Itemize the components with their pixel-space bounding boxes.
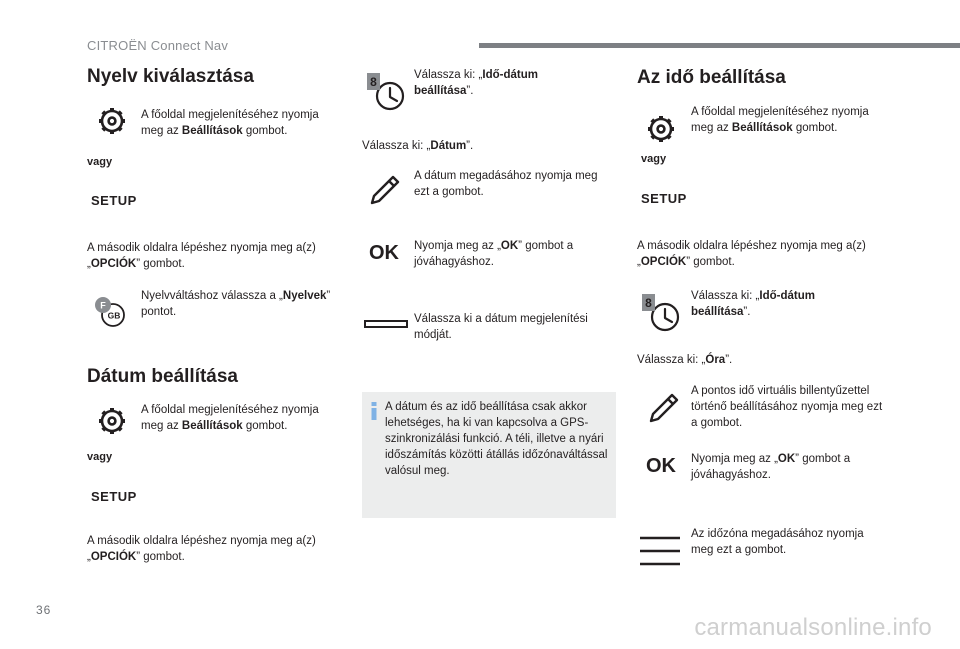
time-edit-text: A pontos idő virtuális billentyűzettel történő beállításához nyomja meg ezt a gombot. [691,385,883,429]
bar-icon [364,320,408,328]
gear-icon [97,106,127,136]
lang-next-text: A második oldalra lépéshez nyomja meg a(z) „OPCIÓK” gombot. [87,242,316,270]
clock-badge-number: 8 [370,75,377,89]
watermark: carmanualsonline.info [694,614,932,641]
heading-language: Nyelv kiválasztása [87,66,254,87]
flag-icon [93,294,127,328]
header-title: CITROËN Connect Nav [87,38,229,53]
page-number: 36 [36,603,52,617]
gear-icon [97,406,127,436]
select-date-text: Válassza ki: „Dátum”. [362,140,474,152]
or-label: vagy [87,156,113,168]
lang-home-text: A főoldal megjelenítéséhez nyomja meg az Beállítások gombot. [141,109,319,137]
flag-gb-letter: GB [107,310,121,321]
flag-f-letter: F [100,300,106,311]
ok-confirm-text: Nyomja meg az „OK” gombot a jóváhagyáshoz. [691,453,851,481]
gear-icon [646,114,676,144]
or-label: vagy [87,451,113,463]
setup-button: SETUP [91,489,137,504]
heading-time: Az idő beállítása [637,67,786,88]
select-hour-text: Válassza ki: „Óra”. [637,354,733,366]
header-bar [479,43,960,48]
time-next-text: A második oldalra lépéshez nyomja meg a(z) „OPCIÓK” gombot. [637,240,866,268]
date-edit-text: A dátum megadásához nyomja meg ezt a gombot. [414,170,598,198]
timezone-text: Az időzóna megadásához nyomja meg ezt a gombot. [691,528,864,556]
menu-icon [640,535,680,567]
date-format-text: Válassza ki a dátum megjelenítési módját. [414,313,588,341]
heading-date: Dátum beállítása [87,366,238,387]
lang-switch-text: Nyelvváltáshoz válassza a „Nyelvek” pontot. [141,290,331,318]
pencil-icon [646,390,682,426]
info-icon [370,402,378,420]
info-text: A dátum és az idő beállítása csak akkor lehetséges, ha ki van kapcsolva a GPS-szinkronizálási funkció. A téli, illetve a nyári időszámítás közötti átállás időzónaváltással valósul meg. [385,401,608,477]
clock-icon [366,72,406,112]
date-home-text: A főoldal megjelenítéséhez nyomja meg az Beállítások gombot. [141,404,319,432]
select-time-date-text: Válassza ki: „Idő-dátum beállítása”. [414,69,538,97]
ok-button: OK [369,242,399,264]
ok-confirm-text: Nyomja meg az „OK” gombot a jóváhagyáshoz. [414,240,574,268]
clock-icon [641,293,681,333]
time-home-text: A főoldal megjelenítéséhez nyomja meg az Beállítások gombot. [691,106,869,134]
ok-button: OK [646,455,676,477]
setup-button: SETUP [641,191,687,206]
or-label: vagy [641,153,667,165]
clock-badge-number: 8 [645,296,652,310]
setup-button: SETUP [91,193,137,208]
info-box [362,392,616,518]
select-time-date-text: Válassza ki: „Idő-dátum beállítása”. [691,290,815,318]
pencil-icon [367,172,403,208]
date-next-text: A második oldalra lépéshez nyomja meg a(z) „OPCIÓK” gombot. [87,535,316,563]
